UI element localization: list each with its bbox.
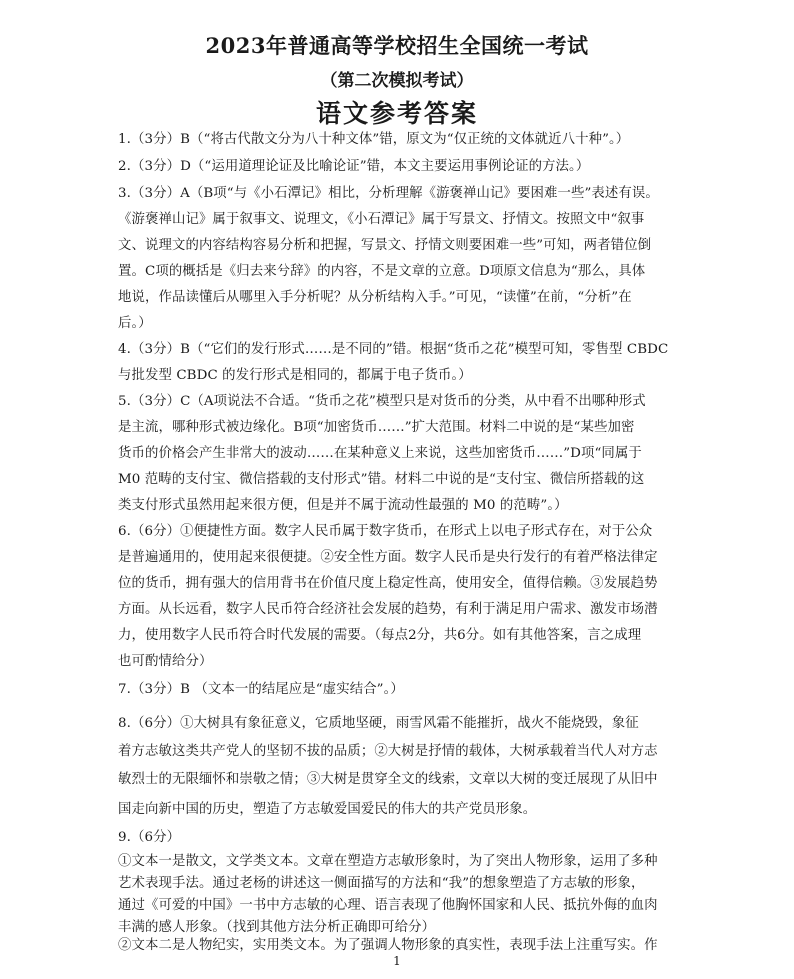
answer-line-23: 8.（6分）①大树具有象征意义，它质地坚硬，雨雪风霜不能摧折，战火不能烧毁，象征	[118, 716, 639, 731]
answer-line-13: 货币的价格会产生非常大的波动……在某种意义上来说，这些加密货币……”D项“同属于	[118, 446, 642, 461]
answer-line-8: 后。）	[118, 316, 152, 331]
answer-line-21: 也可酌情给分）	[118, 654, 213, 669]
answer-line-9: 4.（3分）B（“它们的发行形式……是不同的”错。根据“货币之花”模型可知，零售型 CBDC	[118, 342, 669, 357]
answer-line-25: 敏烈士的无限缅怀和崇敬之情；③大树是贯穿全文的线索，文章以大树的变迁展现了从旧中	[118, 772, 658, 787]
answer-line-10: 与批发型 CBDC 的发行形式是相同的，都属于电子货币。）	[118, 368, 472, 383]
answer-line-28: ①文本一是散文，文学类文本。文章在塑造方志敏形象时，为了突出人物形象，运用了多种	[118, 854, 658, 869]
answer-line-29: 艺术表现手法。通过老杨的讲述这一侧面描写的方法和“我”的想象塑造了方志敏的形象，	[118, 876, 645, 891]
page-number: 1	[393, 954, 401, 968]
answer-line-2: 2.（3分）D（“运用道理论证及比喻论证”错，本文主要运用事例论证的方法。）	[118, 159, 590, 174]
answer-line-31: 丰满的感人形象。（找到其他方法分析正确即可给分）	[118, 920, 436, 935]
answer-line-11: 5.（3分）C（A项说法不合适。“货币之花”模型只是对货币的分类，从中看不出哪种形式	[118, 394, 646, 409]
answer-line-4: 《游褒禅山记》属于叙事文、说理文，《小石潭记》属于写景文、抒情文。按照文中“叙事	[118, 212, 645, 227]
answer-heading: 语文参考答案	[315, 99, 478, 128]
answer-line-1: 1.（3分）B（“将古代散文分为八十种文体”错，原文为“仅正统的文体就近八十种”。）	[118, 132, 630, 147]
answer-line-20: 力，使用数字人民币符合时代发展的需要。（每点2分，共6分。如有其他答案，言之成理	[118, 628, 642, 643]
answer-line-16: 6.（6分）①便捷性方面。数字人民币属于数字货币，在形式上以电子形式存在，对于公众	[118, 524, 653, 539]
answer-line-5: 文、说理文的内容结构容易分析和把握，写景文、抒情文则要困难一些”可知，两者错位倒	[118, 238, 652, 253]
answer-line-15: 类支付形式虽然用起来很方便，但是并不属于流动性最强的 M0 的范畴”。）	[118, 498, 568, 513]
answer-line-22: 7.（3分）B （文本一的结尾应是“虚实结合”。）	[118, 682, 404, 697]
answer-line-18: 位的货币，拥有强大的信用背书在价值尺度上稳定性高，使用安全，值得信赖。③发展趋势	[118, 576, 658, 591]
answer-line-19: 方面。从长远看，数字人民币符合经济社会发展的趋势，有利于满足用户需求、激发市场潜	[118, 602, 658, 617]
answer-line-12: 是主流，哪种形式被边缘化。B项“加密货币……”扩大范围。材料二中说的是“某些加密	[118, 420, 635, 435]
answer-line-14: M0 范畴的支付宝、微信搭载的支付形式”错。材料二中说的是“支付宝、微信所搭载的这	[118, 472, 645, 487]
answer-line-17: 是普遍通用的，使用起来很便捷。②安全性方面。数字人民币是央行发行的有着严格法律定	[118, 550, 658, 565]
answer-line-32: ②文本二是人物纪实，实用类文本。为了强调人物形象的真实性，表现手法上注重写实。作	[118, 938, 658, 953]
exam-title: 2023年普通高等学校招生全国统一考试	[205, 33, 589, 58]
answer-line-7: 地说，作品读懂后从哪里入手分析呢？从分析结构入手。”可见，“读懂”在前，“分析”在	[118, 290, 632, 305]
answer-line-3: 3.（3分）A（B项“与《小石潭记》相比，分析理解《游褒禅山记》要困难一些”表述有误。	[118, 186, 659, 201]
answer-line-26: 国走向新中国的历史，塑造了方志敏爱国爱民的伟大的共产党员形象。	[118, 802, 537, 817]
answer-line-30: 通过《可爱的中国》一书中方志敏的心理、语言表现了他胸怀国家和人民、抵抗外侮的血肉	[118, 898, 658, 913]
answer-line-24: 着方志敏这类共产党人的坚韧不拔的品质；②大树是抒情的载体，大树承载着当代人对方志	[118, 744, 658, 759]
answer-line-6: 置。C项的概括是《归去来兮辞》的内容，不是文章的立意。D项原文信息为“那么，具体	[118, 264, 646, 279]
exam-subtitle: （第二次模拟考试）	[320, 71, 474, 91]
answer-line-27: 9.（6分）	[118, 830, 181, 845]
